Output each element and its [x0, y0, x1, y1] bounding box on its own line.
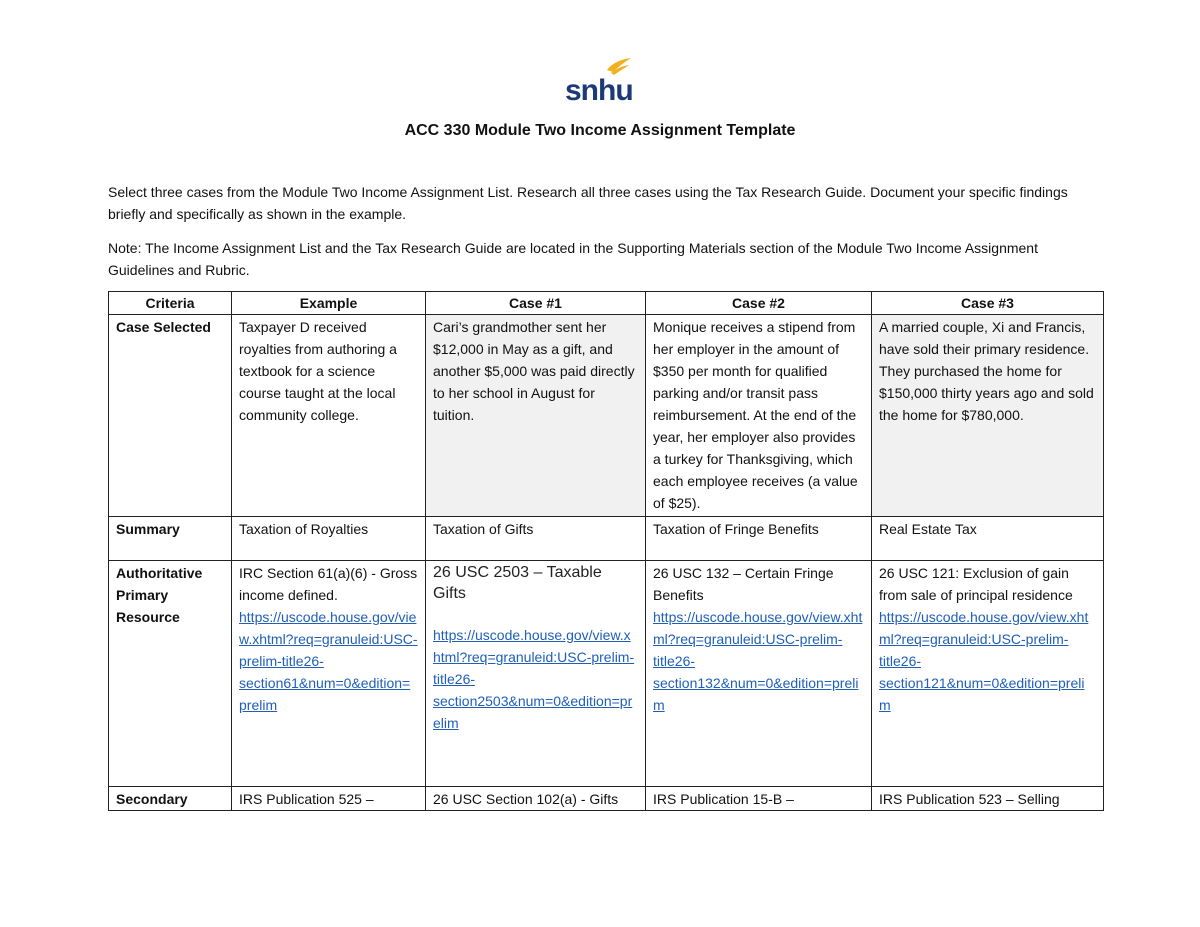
cell-case-2-secondary	[646, 787, 872, 811]
cell-text: IRS Publication 15-B –	[653, 791, 794, 807]
cell-case-1-secondary	[426, 787, 646, 811]
assignment-table	[108, 291, 1104, 811]
row-label-secondary	[109, 787, 232, 811]
authoritative-link[interactable]: https://uscode.house.gov/view.xhtml?req=granuleid:USC-prelim-title26-section2503&num=0&edition=prelim	[433, 627, 635, 731]
page-title: ACC 330 Module Two Income Assignment Template	[404, 122, 796, 139]
row-label-case-selected: Case Selected	[109, 315, 232, 517]
header-case-3: Case #3	[872, 292, 1104, 315]
cell-case-1-case: Cari’s grandmother sent her $12,000 in May as a gift, and another $5,000 was paid directly to her school in August for tuition.	[426, 315, 646, 517]
cell-case-3-case: A married couple, Xi and Francis, have sold their primary residence. They purchased the home for $150,000 thirty years ago and sold the home for $780,000.	[872, 315, 1104, 517]
table-row-case-selected	[109, 315, 1104, 517]
cell-case-3-summary: Real Estate Tax	[872, 517, 1104, 561]
cell-case-2-authoritative	[646, 561, 872, 787]
snhu-logo-mark	[563, 56, 633, 106]
cell-text: IRS Publication 525 –	[239, 791, 374, 807]
authoritative-link[interactable]: https://uscode.house.gov/view.xhtml?req=granuleid:USC-prelim-title26-section61&num=0&edition=prelim	[239, 609, 418, 713]
cell-example-authoritative	[232, 561, 426, 787]
authoritative-text: IRC Section 61(a)(6) - Gross income defined.	[239, 565, 418, 603]
authoritative-link[interactable]: https://uscode.house.gov/view.xhtml?req=granuleid:USC-prelim-title26-section121&num=0&edition=prelim	[879, 609, 1089, 713]
cell-text: 26 USC Section 102(a) - Gifts	[433, 791, 619, 807]
authoritative-text: 26 USC 121: Exclusion of gain from sale of principal residence	[879, 565, 1073, 603]
row-label-line: Authoritative	[116, 565, 203, 581]
row-label-summary: Summary	[109, 517, 232, 561]
cell-text: IRS Publication 523 – Selling	[879, 791, 1060, 807]
intro-paragraph: Select three cases from the Module Two Income Assignment List. Research all three cases using the Tax Research Guide. Document your specific findings briefly and specifically as shown in the example.	[108, 184, 1068, 222]
cell-example-secondary	[232, 787, 426, 811]
cell-case-3-authoritative	[872, 561, 1104, 787]
table-header-row	[109, 292, 1104, 315]
table-row-authoritative	[109, 561, 1104, 787]
header-criteria: Criteria	[109, 292, 232, 315]
cell-example-case: Taxpayer D received royalties from authoring a textbook for a science course taught at the local community college.	[232, 315, 426, 517]
header-case-1: Case #1	[426, 292, 646, 315]
table-row-summary	[109, 517, 1104, 561]
cell-case-3-secondary	[872, 787, 1104, 811]
cell-case-1-authoritative	[426, 561, 646, 787]
row-label-authoritative	[109, 561, 232, 787]
row-label-text: Secondary	[116, 791, 188, 807]
note-paragraph	[108, 237, 1098, 281]
row-label-line: Primary	[116, 587, 169, 603]
authoritative-text: 26 USC 132 – Certain Fringe Benefits	[653, 565, 834, 603]
cell-case-1-summary: Taxation of Gifts	[426, 517, 646, 561]
note-text: The Income Assignment List and the Tax Research Guide are located in the Supporting Materials section of the Module Two Income Assignment Guidelines and Rubric.	[108, 240, 1038, 278]
header-example: Example	[232, 292, 426, 315]
authoritative-text: 26 USC 2503 – Taxable Gifts	[433, 564, 602, 602]
row-label-line: Resource	[116, 609, 180, 625]
note-label: Note:	[108, 240, 142, 256]
svg-text:snhu: snhu	[565, 74, 633, 106]
snhu-logo	[563, 56, 633, 106]
table-row-secondary	[109, 787, 1104, 811]
authoritative-link[interactable]: https://uscode.house.gov/view.xhtml?req=granuleid:USC-prelim-title26-section132&num=0&edition=prelim	[653, 609, 863, 713]
cell-case-2-summary: Taxation of Fringe Benefits	[646, 517, 872, 561]
header-case-2: Case #2	[646, 292, 872, 315]
cell-example-summary: Taxation of Royalties	[232, 517, 426, 561]
cell-case-2-case: Monique receives a stipend from her employer in the amount of $350 per month for qualified parking and/or transit pass reimbursement. At the end of the year, her employer also provides a turkey for Thanksgiving, which each employee receives (a value of $25).	[646, 315, 872, 517]
